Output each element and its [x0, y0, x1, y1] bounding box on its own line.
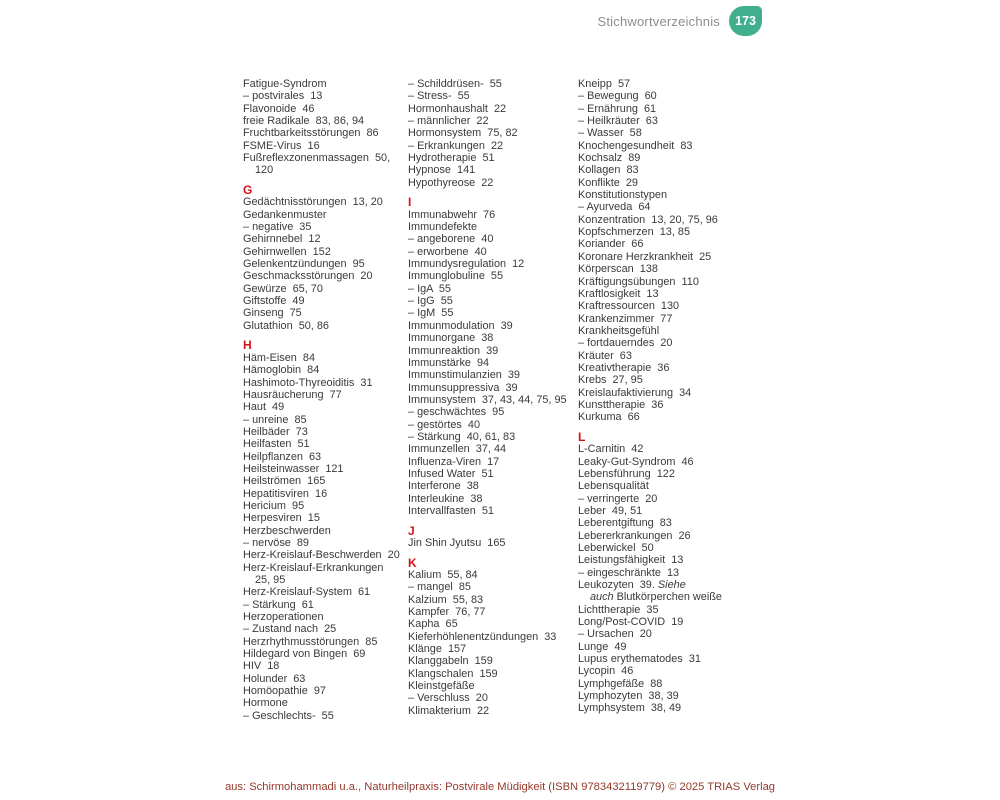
index-entry: Immunglobuline 55 — [408, 270, 504, 283]
index-entry: – IgG 55 — [408, 295, 453, 308]
index-entry: – Ayurveda 64 — [578, 201, 651, 214]
page-header — [0, 6, 762, 36]
index-entry: Kreativtherapie 36 — [578, 361, 670, 374]
index-entry: Gedächtnisstörungen 13, 20 — [243, 196, 383, 209]
index-entry: Kreislaufaktivierung 34 — [578, 386, 692, 399]
index-entry-text: Blutkörperchen weiße — [613, 591, 722, 604]
index-entry: Haut 49 — [243, 401, 285, 414]
index-entry: – mangel 85 — [408, 581, 471, 594]
index-entry: Lupus erythematodes 31 — [578, 653, 701, 666]
index-entry: Konstitutionstypen — [578, 189, 667, 202]
index-column-1 — [243, 78, 411, 722]
index-entry: Lebensqualität — [578, 480, 649, 493]
index-entry: Kraftressourcen 130 — [578, 300, 680, 313]
index-entry: Fußreflexzonenmassagen 50, — [243, 152, 391, 165]
index-entry: Heilbäder 73 — [243, 425, 308, 438]
index-entry: Lymphgefäße 88 — [578, 677, 663, 690]
index-entry: Klangschalen 159 — [408, 667, 498, 680]
index-entry: Klanggabeln 159 — [408, 655, 493, 668]
index-entry: FSME-Virus 16 — [243, 139, 320, 152]
index-entry: Hausräucherung 77 — [243, 388, 342, 401]
index-entry: Kunsttherapie 36 — [578, 398, 664, 411]
index-entry: Influenza-Viren 17 — [408, 455, 500, 468]
index-entry: Flavonoide 46 — [243, 102, 315, 115]
index-entry: Immunzellen 37, 44 — [408, 443, 507, 456]
index-entry: Immundysregulation 12 — [408, 258, 525, 271]
index-entry: Immunmodulation 39 — [408, 319, 513, 332]
index-entry: Kopfschmerzen 13, 85 — [578, 226, 690, 239]
index-entry: – postvirales 13 — [243, 90, 323, 103]
index-entry: L-Carnitin 42 — [578, 443, 644, 456]
index-entry: Holunder 63 — [243, 672, 306, 685]
index-entry: Herzrhythmusstörungen 85 — [243, 635, 378, 648]
index-entry: Lymphozyten 38, 39 — [578, 690, 679, 703]
index-entry: freie Radikale 83, 86, 94 — [243, 115, 365, 128]
index-entry: – unreine 85 — [243, 413, 307, 426]
index-entry: Hydrotherapie 51 — [408, 152, 495, 165]
index-entry: Long/Post-COVID 19 — [578, 616, 684, 629]
index-entry: Kapha 65 — [408, 618, 458, 631]
page-number-badge: 173 — [729, 6, 762, 36]
index-entry: Lymphsystem 38, 49 — [578, 702, 682, 715]
index-entry: Fatigue-Syndrom — [243, 78, 327, 90]
index-entry: Hormone — [243, 697, 288, 710]
index-entry: Herpesviren 15 — [243, 512, 320, 525]
index-entry: Krankheitsgefühl — [578, 324, 660, 337]
index-entry: Koronare Herzkrankheit 25 — [578, 250, 712, 263]
index-entry-text: Leukozyten 39. — [578, 579, 658, 592]
index-entry: Interleukine 38 — [408, 492, 483, 505]
page-header-title: Stichwortverzeichnis — [597, 13, 720, 29]
index-entry: Krebs 27, 95 — [578, 374, 643, 387]
index-entry: – Schilddrüsen- 55 — [408, 78, 502, 90]
index-entry: Hormonsystem 75, 82 — [408, 127, 518, 140]
index-entry: Klänge 157 — [408, 643, 467, 656]
index-entry: Kurkuma 66 — [578, 411, 640, 424]
index-entry: – Stress- 55 — [408, 90, 470, 103]
index-entry: – IgA 55 — [408, 282, 451, 295]
index-entry: Immunorgane 38 — [408, 332, 494, 345]
index-entry: Lichttherapie 35 — [578, 603, 659, 616]
index-entry: – gestörtes 40 — [408, 418, 481, 431]
index-entry: Hepatitisviren 16 — [243, 487, 328, 500]
index-entry: Körperscan 138 — [578, 263, 658, 276]
footer-credit: aus: Schirmohammadi u.a., Naturheilpraxis: Postvirale Müdigkeit (ISBN 9783432119779) © 2025 TRIAS Verlag — [224, 781, 776, 793]
index-entry: – fortdauerndes 20 — [578, 337, 673, 350]
index-entry: Kalium 55, 84 — [408, 568, 478, 581]
index-entry: Immunsuppressiva 39 — [408, 381, 518, 394]
index-entry: Konflikte 29 — [578, 176, 638, 189]
index-entry: Knochengesundheit 83 — [578, 139, 693, 152]
index-entry: – Bewegung 60 — [578, 90, 657, 103]
index-entry: – Verschluss 20 — [408, 692, 488, 705]
section-letter: I — [408, 195, 412, 210]
index-entry-continuation — [578, 591, 746, 603]
index-entry: Homöopathie 97 — [243, 685, 326, 698]
index-entry — [578, 579, 746, 591]
index-entry: Herz-Kreislauf-System 61 — [243, 586, 371, 599]
index-entry: Kochsalz 89 — [578, 152, 641, 165]
section-letter: L — [578, 429, 586, 444]
page-footer — [0, 781, 1000, 793]
index-entry: HIV 18 — [243, 660, 280, 673]
index-entry: Geschmacksstörungen 20 — [243, 270, 373, 283]
section-letter: K — [408, 555, 417, 570]
index-entry: Immunstimulanzien 39 — [408, 369, 520, 382]
index-entry: – Wasser 58 — [578, 127, 642, 140]
index-entry: Leaky-Gut-Syndrom 46 — [578, 455, 694, 468]
index-entry-text: Siehe — [657, 579, 686, 592]
index-entry: Hämoglobin 84 — [243, 364, 320, 377]
index-entry: – Stärkung 61 — [243, 598, 314, 611]
index-entry: Infused Water 51 — [408, 467, 494, 480]
index-entry: Kleinstgefäße — [408, 680, 475, 693]
index-entry: Hashimoto-Thyreoiditis 31 — [243, 376, 373, 389]
index-entry: Leistungsfähigkeit 13 — [578, 554, 684, 567]
index-entry: Gehirnnebel 12 — [243, 233, 321, 246]
index-entry: Kieferhöhlenentzündungen 33 — [408, 630, 557, 643]
index-entry: Leberwickel 50 — [578, 542, 654, 555]
index-entry: Hypnose 141 — [408, 164, 476, 177]
index-entry: Leber 49, 51 — [578, 504, 643, 517]
index-entry: Hormonhaushalt 22 — [408, 102, 507, 115]
index-entry: Herz-Kreislauf-Beschwerden 20 — [243, 549, 400, 562]
index-entry: Leberentgiftung 83 — [578, 517, 672, 530]
index-entry: Jin Shin Jyutsu 165 — [408, 536, 506, 549]
index-entry: – geschwächtes 95 — [408, 406, 505, 419]
index-entry: Giftstoffe 49 — [243, 295, 305, 308]
index-entry: Lebererkrankungen 26 — [578, 529, 691, 542]
index-entry: Intervallfasten 51 — [408, 504, 494, 517]
index-entry: Immunreaktion 39 — [408, 344, 499, 357]
index-entry-continuation: 25, 95 — [255, 574, 286, 586]
index-entry: – verringerte 20 — [578, 492, 658, 505]
index-entry-text: auch — [590, 591, 614, 604]
index-entry: – angeborene 40 — [408, 233, 494, 246]
index-entry: Konzentration 13, 20, 75, 96 — [578, 213, 718, 226]
section-letter: G — [243, 183, 253, 198]
index-entry: Gewürze 65, 70 — [243, 282, 323, 295]
index-entry: Herzoperationen — [243, 611, 324, 624]
index-entry: Koriander 66 — [578, 238, 644, 251]
index-entry: Kräftigungsübungen 110 — [578, 275, 699, 288]
index-entry: Krankenzimmer 77 — [578, 312, 673, 325]
section-letter: H — [243, 338, 252, 353]
index-entry: – männlicher 22 — [408, 115, 489, 128]
index-entry: – nervöse 89 — [243, 536, 309, 549]
index-entry: Gedankenmuster — [243, 208, 327, 221]
index-entry: Heilpflanzen 63 — [243, 450, 322, 463]
index-entry: – Zustand nach 25 — [243, 623, 337, 636]
index-entry: – erworbene 40 — [408, 245, 487, 258]
index-entry: Herzbeschwerden — [243, 524, 331, 537]
index-entry: Lycopin 46 — [578, 665, 634, 678]
index-entry: Fruchtbarkeitsstörungen 86 — [243, 127, 379, 140]
index-entry: Immunstärke 94 — [408, 356, 490, 369]
index-entry: – IgM 55 — [408, 307, 454, 320]
index-entry: Hericium 95 — [243, 499, 305, 512]
index-entry: Lebensführung 122 — [578, 467, 675, 480]
index-entry: – eingeschränkte 13 — [578, 566, 680, 579]
index-entry: Kampfer 76, 77 — [408, 605, 486, 618]
index-entry: Immundefekte — [408, 221, 478, 234]
index-entry: – Heilkräuter 63 — [578, 115, 658, 128]
index-column-3 — [578, 78, 746, 715]
index-entry: Immunabwehr 76 — [408, 208, 496, 221]
index-entry: Hildegard von Bingen 69 — [243, 648, 366, 661]
index-entry: – Ernährung 61 — [578, 102, 657, 115]
index-column-2 — [408, 78, 576, 717]
index-entry: Kräuter 63 — [578, 349, 632, 362]
index-entry: Immunsystem 37, 43, 44, 75, 95 — [408, 393, 567, 406]
index-entry: – Geschlechts- 55 — [243, 709, 334, 722]
index-entry: Kraftlosigkeit 13 — [578, 287, 659, 300]
section-letter: J — [408, 523, 415, 538]
index-entry: – Ursachen 20 — [578, 628, 652, 641]
index-entry: Heilfasten 51 — [243, 438, 310, 451]
index-entry: – Erkrankungen 22 — [408, 139, 504, 152]
index-entry: Interferone 38 — [408, 480, 479, 493]
index-entry: Kalzium 55, 83 — [408, 593, 484, 606]
index-entry: Hypothyreose 22 — [408, 176, 494, 189]
index-entry: Ginseng 75 — [243, 307, 302, 320]
index-entry-continuation: 120 — [255, 164, 274, 177]
index-entry: Gehirnwellen 152 — [243, 245, 331, 258]
index-entry: Lunge 49 — [578, 640, 627, 653]
index-entry: Heilströmen 165 — [243, 475, 326, 488]
index-entry: Kollagen 83 — [578, 164, 639, 177]
index-entry: – Stärkung 40, 61, 83 — [408, 430, 516, 443]
index-entry: Glutathion 50, 86 — [243, 319, 329, 332]
index-entry: – negative 35 — [243, 221, 312, 234]
index-entry: Kneipp 57 — [578, 78, 631, 90]
index-entry: Gelenkentzündungen 95 — [243, 258, 365, 271]
index-entry: Klimakterium 22 — [408, 704, 490, 717]
index-entry: Heilsteinwasser 121 — [243, 462, 344, 475]
index-entry: Häm-Eisen 84 — [243, 351, 316, 364]
index-entry: Herz-Kreislauf-Erkrankungen — [243, 561, 384, 574]
